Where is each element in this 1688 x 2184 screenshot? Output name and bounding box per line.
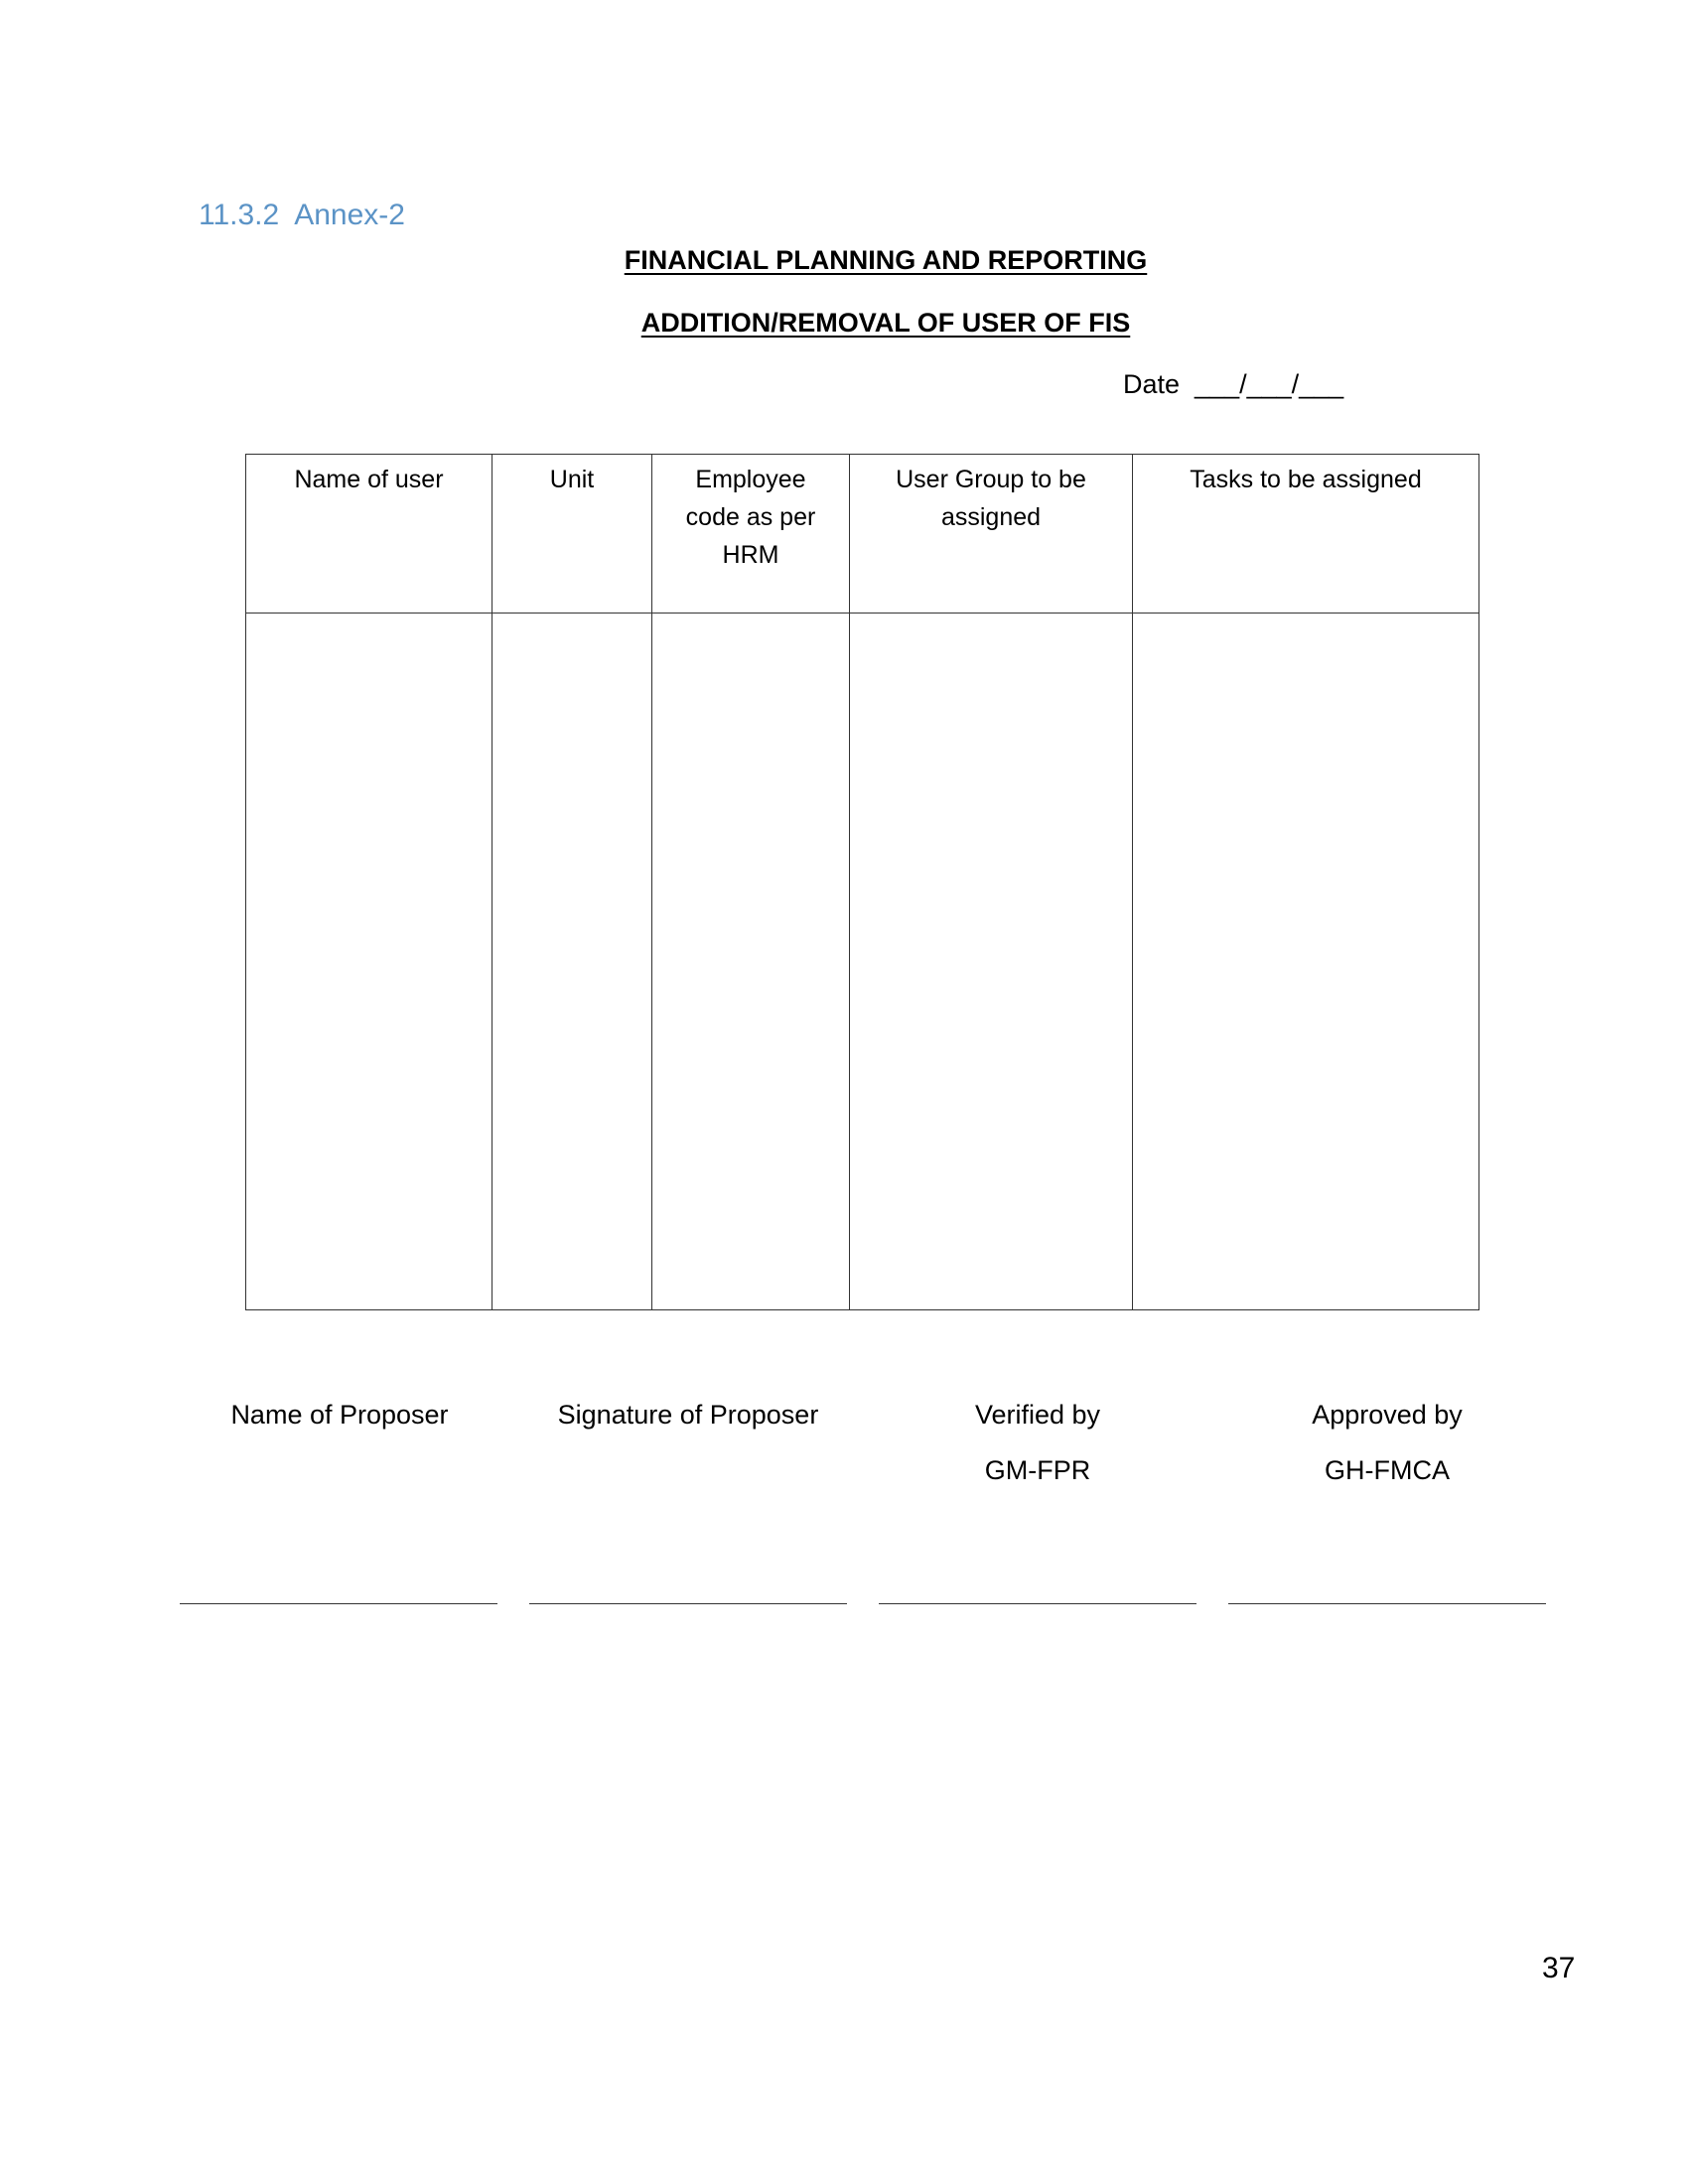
cell-user-group[interactable] <box>850 614 1133 1310</box>
table-row <box>246 614 1479 1310</box>
table-header-row <box>246 455 1479 614</box>
cell-tasks[interactable] <box>1133 614 1479 1310</box>
signature-label-signature-of-proposer: Signature of Proposer <box>557 1400 819 1430</box>
signature-sub-gh-fmca: GH-FMCA <box>1325 1455 1450 1485</box>
signature-line-3 <box>879 1603 1196 1604</box>
section-heading: 11.3.2 Annex-2 <box>199 199 405 231</box>
form-title: FINANCIAL PLANNING AND REPORTING <box>624 245 1148 275</box>
page-number: 37 <box>1542 1952 1576 1984</box>
header-tasks: Tasks to be assigned <box>1133 455 1479 614</box>
signature-line-2 <box>529 1603 847 1604</box>
signature-label-name-of-proposer: Name of Proposer <box>230 1400 449 1430</box>
cell-employee-code[interactable] <box>652 614 850 1310</box>
signature-line-1 <box>180 1603 497 1604</box>
header-user-group <box>850 455 1133 614</box>
form-subtitle: ADDITION/REMOVAL OF USER OF FIS <box>640 308 1131 338</box>
cell-name-of-user[interactable] <box>246 614 492 1310</box>
header-employee-code <box>652 455 850 614</box>
cell-unit[interactable] <box>492 614 652 1310</box>
header-user-group-text: User Group to be assigned <box>896 466 1086 531</box>
header-name-of-user: Name of user <box>246 455 492 614</box>
user-form-table <box>245 454 1479 1310</box>
signature-sub-gm-fpr: GM-FPR <box>984 1455 1091 1485</box>
header-employee-code-text: Employee code as per HRM <box>685 466 816 569</box>
signature-label-verified-by: Verified by <box>974 1400 1101 1430</box>
date-field: Date ___/___/___ <box>1123 369 1344 399</box>
header-unit: Unit <box>492 455 652 614</box>
signature-line-4 <box>1228 1603 1546 1604</box>
signature-label-approved-by: Approved by <box>1312 1400 1463 1430</box>
